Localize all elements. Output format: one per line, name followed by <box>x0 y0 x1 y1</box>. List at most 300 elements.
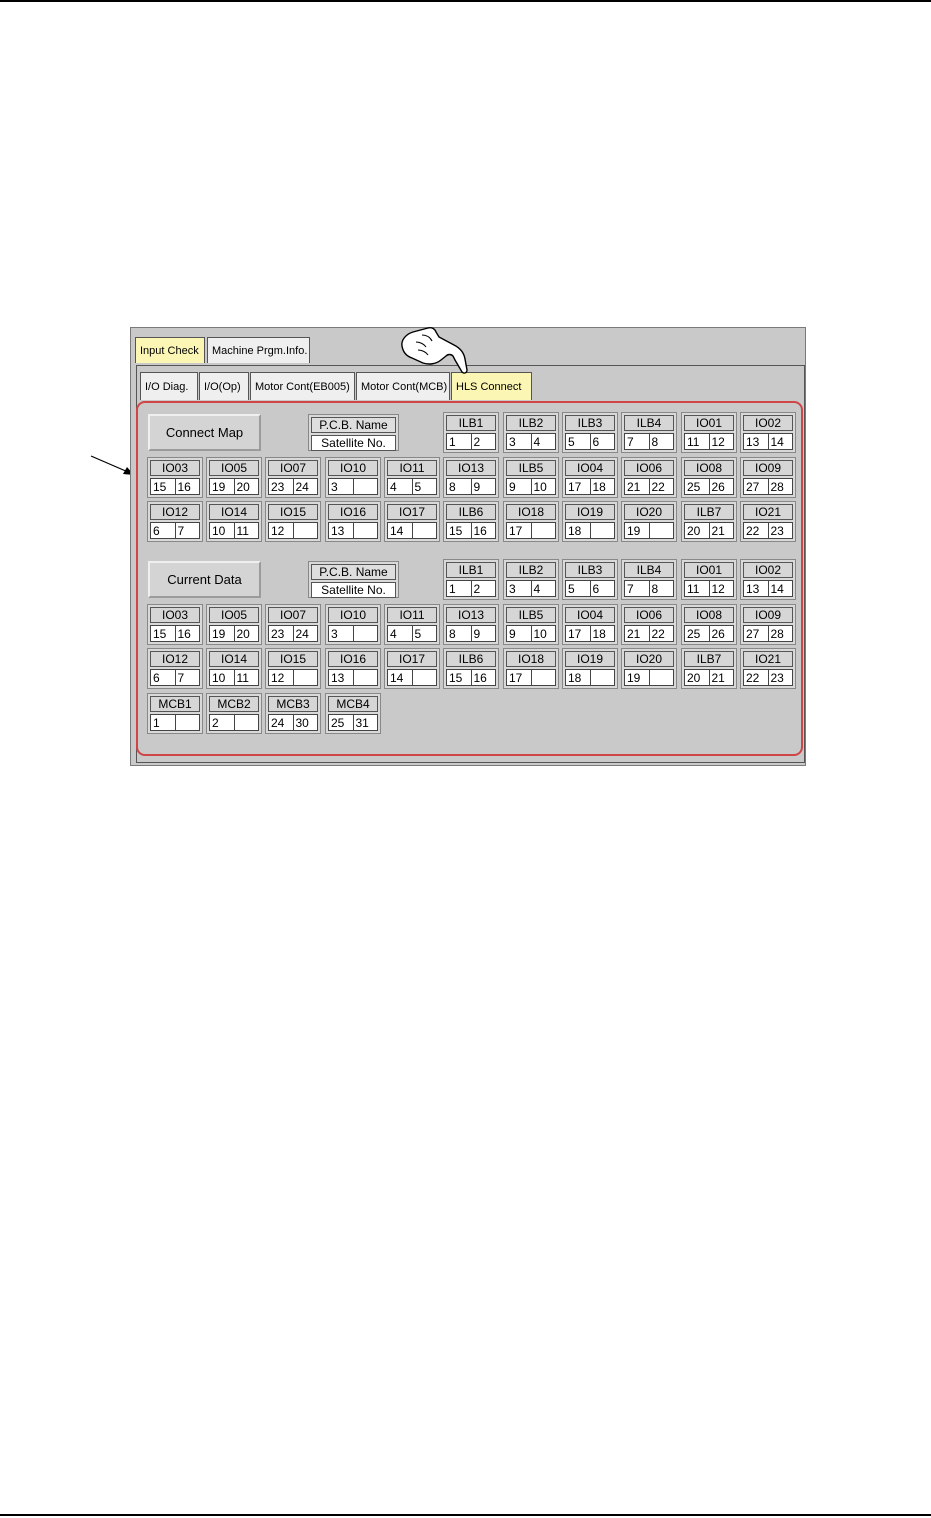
satellite-value-a: 11 <box>684 433 710 450</box>
satellite-value-a: 3 <box>328 478 354 495</box>
pcb-unit-io08 <box>681 457 737 498</box>
pcb-unit-io09 <box>740 604 796 645</box>
satellite-value-a: 4 <box>387 478 413 495</box>
pcb-unit-ilb2 <box>503 559 559 600</box>
satellite-values <box>446 478 496 495</box>
satellite-value-b: 24 <box>294 478 319 495</box>
unit-name-label: IO09 <box>743 607 793 623</box>
pcb-unit-io05 <box>206 604 262 645</box>
satellite-value-b: 24 <box>294 625 319 642</box>
unit-name-label: ILB1 <box>446 415 496 431</box>
satellite-values <box>565 580 615 597</box>
satellite-values <box>565 669 615 686</box>
satellite-value-a: 9 <box>506 625 532 642</box>
satellite-values <box>328 669 378 686</box>
pcb-unit-io02 <box>740 412 796 453</box>
pcb-unit-io11 <box>384 604 440 645</box>
satellite-value-b: 2 <box>472 580 497 597</box>
unit-name-label: IO13 <box>446 460 496 476</box>
satellite-value-a: 15 <box>150 478 176 495</box>
satellite-values <box>506 669 556 686</box>
satellite-value-b: 4 <box>532 433 557 450</box>
satellite-value-a: 15 <box>446 522 472 539</box>
unit-name-label: ILB4 <box>624 415 674 431</box>
satellite-values <box>624 433 674 450</box>
satellite-values <box>624 580 674 597</box>
satellite-values <box>268 714 318 731</box>
pcb-name-legend <box>308 414 399 451</box>
unit-name-label: ILB2 <box>506 562 556 578</box>
unit-name-label: IO06 <box>624 460 674 476</box>
unit-name-label: IO05 <box>209 460 259 476</box>
pcb-unit-io21 <box>740 501 796 542</box>
satellite-values <box>565 522 615 539</box>
satellite-value-b <box>650 522 675 539</box>
satellite-values <box>624 669 674 686</box>
pcb-name-legend <box>308 561 399 598</box>
pcb-unit-io15 <box>265 648 321 689</box>
pcb-unit-io15 <box>265 501 321 542</box>
satellite-value-b: 12 <box>710 433 735 450</box>
satellite-value-b: 7 <box>176 522 201 539</box>
satellite-value-b: 21 <box>710 522 735 539</box>
satellite-value-b: 10 <box>532 478 557 495</box>
pcb-unit-mcb2 <box>206 693 262 734</box>
unit-name-label: IO01 <box>684 415 734 431</box>
satellite-value-b: 28 <box>769 625 794 642</box>
pcb-name-label: P.C.B. Name <box>311 417 396 433</box>
satellite-value-a: 19 <box>209 625 235 642</box>
unit-name-label: IO12 <box>150 504 200 520</box>
unit-name-label: IO07 <box>268 607 318 623</box>
satellite-value-a: 8 <box>446 478 472 495</box>
satellite-values <box>743 625 793 642</box>
satellite-value-a: 1 <box>150 714 176 731</box>
pcb-unit-mcb3 <box>265 693 321 734</box>
pcb-name-label: P.C.B. Name <box>311 564 396 580</box>
page-bottom-rule <box>0 1514 931 1516</box>
satellite-values <box>328 522 378 539</box>
unit-name-label: IO04 <box>565 460 615 476</box>
satellite-values <box>387 625 437 642</box>
satellite-values <box>743 433 793 450</box>
satellite-value-a: 12 <box>268 669 294 686</box>
pcb-unit-io16 <box>325 501 381 542</box>
satellite-value-b <box>413 522 438 539</box>
connect-map-button[interactable]: Connect Map <box>148 414 261 451</box>
pcb-unit-io10 <box>325 604 381 645</box>
tab-io-diag[interactable]: I/O Diag. <box>140 372 198 400</box>
satellite-value-a: 12 <box>268 522 294 539</box>
pcb-unit-io12 <box>147 501 203 542</box>
satellite-value-a: 18 <box>565 522 591 539</box>
satellite-values <box>268 478 318 495</box>
pcb-unit-io06 <box>621 457 677 498</box>
satellite-value-a: 8 <box>446 625 472 642</box>
satellite-values <box>506 522 556 539</box>
satellite-no-label: Satellite No. <box>311 582 396 598</box>
unit-name-label: IO16 <box>328 651 378 667</box>
satellite-value-a: 21 <box>624 478 650 495</box>
unit-name-label: IO04 <box>565 607 615 623</box>
pcb-unit-io05 <box>206 457 262 498</box>
satellite-value-b: 8 <box>650 580 675 597</box>
satellite-values <box>624 625 674 642</box>
pcb-unit-io03 <box>147 457 203 498</box>
satellite-value-b: 28 <box>769 478 794 495</box>
pcb-unit-ilb5 <box>503 457 559 498</box>
satellite-values <box>150 714 200 731</box>
pcb-unit-io09 <box>740 457 796 498</box>
satellite-value-b: 5 <box>413 478 438 495</box>
pcb-unit-io07 <box>265 604 321 645</box>
satellite-values <box>506 433 556 450</box>
unit-name-label: IO08 <box>684 607 734 623</box>
satellite-value-a: 2 <box>209 714 235 731</box>
pcb-unit-io20 <box>621 648 677 689</box>
pcb-unit-io08 <box>681 604 737 645</box>
satellite-value-a: 10 <box>209 522 235 539</box>
satellite-value-a: 13 <box>328 669 354 686</box>
satellite-value-b: 30 <box>294 714 319 731</box>
pcb-unit-ilb1 <box>443 412 499 453</box>
unit-name-label: ILB2 <box>506 415 556 431</box>
satellite-value-b <box>413 669 438 686</box>
satellite-values <box>209 522 259 539</box>
satellite-values <box>506 625 556 642</box>
satellite-values <box>446 522 496 539</box>
satellite-no-label: Satellite No. <box>311 435 396 451</box>
unit-name-label: IO02 <box>743 415 793 431</box>
satellite-values <box>209 714 259 731</box>
satellite-values <box>209 625 259 642</box>
satellite-values <box>150 522 200 539</box>
satellite-value-b <box>294 522 319 539</box>
satellite-values <box>506 580 556 597</box>
satellite-value-a: 15 <box>446 669 472 686</box>
pcb-unit-io19 <box>562 648 618 689</box>
satellite-values <box>328 625 378 642</box>
satellite-value-a: 3 <box>506 580 532 597</box>
satellite-value-b: 20 <box>235 625 260 642</box>
satellite-value-b: 14 <box>769 433 794 450</box>
unit-name-label: ILB4 <box>624 562 674 578</box>
unit-name-label: IO12 <box>150 651 200 667</box>
satellite-value-b: 2 <box>472 433 497 450</box>
satellite-value-b: 18 <box>591 625 616 642</box>
unit-name-label: IO16 <box>328 504 378 520</box>
satellite-value-b: 10 <box>532 625 557 642</box>
satellite-value-b <box>235 714 260 731</box>
unit-name-label: IO07 <box>268 460 318 476</box>
satellite-value-a: 23 <box>268 625 294 642</box>
pcb-unit-io07 <box>265 457 321 498</box>
satellite-value-b: 20 <box>235 478 260 495</box>
pcb-unit-mcb4 <box>325 693 381 734</box>
unit-name-label: ILB6 <box>446 651 496 667</box>
satellite-value-a: 7 <box>624 580 650 597</box>
pcb-unit-io01 <box>681 412 737 453</box>
satellite-value-a: 13 <box>743 580 769 597</box>
satellite-value-a: 1 <box>446 580 472 597</box>
pcb-unit-io14 <box>206 648 262 689</box>
satellite-value-a: 10 <box>209 669 235 686</box>
satellite-value-b <box>354 625 379 642</box>
tab-machine-prgm-info[interactable]: Machine Prgm.Info. <box>207 337 310 363</box>
page-top-rule <box>0 0 931 2</box>
unit-name-label: ILB7 <box>684 651 734 667</box>
unit-name-label: MCB2 <box>209 696 259 712</box>
satellite-values <box>268 669 318 686</box>
satellite-value-b: 16 <box>176 478 201 495</box>
satellite-values <box>446 580 496 597</box>
tab-hls-connect[interactable]: HLS Connect <box>451 372 532 400</box>
pcb-unit-io04 <box>562 604 618 645</box>
satellite-values <box>565 433 615 450</box>
unit-name-label: IO03 <box>150 607 200 623</box>
satellite-value-a: 14 <box>387 669 413 686</box>
satellite-values <box>387 522 437 539</box>
satellite-value-a: 5 <box>565 580 591 597</box>
satellite-value-a: 23 <box>268 478 294 495</box>
satellite-values <box>565 478 615 495</box>
satellite-value-b: 21 <box>710 669 735 686</box>
satellite-value-a: 22 <box>743 522 769 539</box>
pcb-unit-mcb1 <box>147 693 203 734</box>
pcb-unit-io04 <box>562 457 618 498</box>
satellite-value-a: 24 <box>268 714 294 731</box>
satellite-value-a: 27 <box>743 625 769 642</box>
satellite-value-b <box>650 669 675 686</box>
unit-name-label: IO20 <box>624 504 674 520</box>
unit-name-label: IO14 <box>209 651 259 667</box>
satellite-value-b: 4 <box>532 580 557 597</box>
satellite-value-a: 18 <box>565 669 591 686</box>
satellite-value-a: 3 <box>506 433 532 450</box>
satellite-value-b: 16 <box>472 522 497 539</box>
satellite-value-a: 7 <box>624 433 650 450</box>
satellite-value-a: 27 <box>743 478 769 495</box>
unit-name-label: ILB3 <box>565 415 615 431</box>
unit-name-label: IO03 <box>150 460 200 476</box>
unit-name-label: IO05 <box>209 607 259 623</box>
satellite-value-b: 26 <box>710 625 735 642</box>
satellite-values <box>506 478 556 495</box>
satellite-value-a: 13 <box>328 522 354 539</box>
satellite-values <box>209 669 259 686</box>
satellite-value-b <box>176 714 201 731</box>
unit-name-label: ILB3 <box>565 562 615 578</box>
unit-name-label: IO02 <box>743 562 793 578</box>
satellite-value-b: 12 <box>710 580 735 597</box>
satellite-value-b: 22 <box>650 478 675 495</box>
satellite-value-b <box>354 669 379 686</box>
satellite-values <box>150 625 200 642</box>
unit-name-label: IO15 <box>268 504 318 520</box>
satellite-value-a: 13 <box>743 433 769 450</box>
satellite-value-a: 6 <box>150 669 176 686</box>
satellite-value-a: 20 <box>684 522 710 539</box>
satellite-value-a: 17 <box>506 522 532 539</box>
unit-name-label: ILB7 <box>684 504 734 520</box>
satellite-value-b <box>532 669 557 686</box>
tab-motor-cont-eb005[interactable]: Motor Cont(EB005) <box>250 372 355 400</box>
pcb-unit-io19 <box>562 501 618 542</box>
satellite-values <box>268 522 318 539</box>
satellite-values <box>209 478 259 495</box>
unit-name-label: IO10 <box>328 460 378 476</box>
satellite-values <box>565 625 615 642</box>
unit-name-label: MCB1 <box>150 696 200 712</box>
unit-name-label: MCB4 <box>328 696 378 712</box>
satellite-value-a: 19 <box>624 669 650 686</box>
pcb-unit-io03 <box>147 604 203 645</box>
satellite-value-a: 21 <box>624 625 650 642</box>
pcb-unit-ilb5 <box>503 604 559 645</box>
satellite-value-a: 20 <box>684 669 710 686</box>
satellite-values <box>624 522 674 539</box>
tab-motor-cont-mcb[interactable]: Motor Cont(MCB) <box>356 372 450 400</box>
pcb-unit-ilb3 <box>562 559 618 600</box>
pcb-unit-io18 <box>503 648 559 689</box>
tab-io-op[interactable]: I/O(Op) <box>199 372 249 400</box>
satellite-values <box>624 478 674 495</box>
satellite-values <box>446 669 496 686</box>
satellite-values <box>684 625 734 642</box>
pcb-unit-io06 <box>621 604 677 645</box>
satellite-value-a: 14 <box>387 522 413 539</box>
satellite-value-b: 23 <box>769 522 794 539</box>
satellite-value-a: 25 <box>684 478 710 495</box>
pcb-unit-ilb7 <box>681 648 737 689</box>
unit-name-label: IO17 <box>387 651 437 667</box>
satellite-value-b: 11 <box>235 669 260 686</box>
pcb-unit-ilb7 <box>681 501 737 542</box>
satellite-values <box>684 522 734 539</box>
satellite-value-b: 6 <box>591 433 616 450</box>
satellite-value-a: 1 <box>446 433 472 450</box>
unit-name-label: IO21 <box>743 651 793 667</box>
pcb-unit-io02 <box>740 559 796 600</box>
satellite-values <box>446 625 496 642</box>
satellite-value-b: 5 <box>413 625 438 642</box>
satellite-values <box>328 478 378 495</box>
unit-name-label: MCB3 <box>268 696 318 712</box>
unit-name-label: IO08 <box>684 460 734 476</box>
satellite-values <box>684 478 734 495</box>
pcb-unit-ilb4 <box>621 559 677 600</box>
pcb-unit-io13 <box>443 604 499 645</box>
unit-name-label: IO11 <box>387 607 437 623</box>
satellite-value-b <box>591 669 616 686</box>
satellite-value-a: 5 <box>565 433 591 450</box>
unit-name-label: IO20 <box>624 651 674 667</box>
unit-name-label: IO09 <box>743 460 793 476</box>
satellite-values <box>387 669 437 686</box>
satellite-value-b <box>354 522 379 539</box>
satellite-values <box>743 580 793 597</box>
satellite-value-b <box>294 669 319 686</box>
satellite-value-b: 7 <box>176 669 201 686</box>
satellite-value-a: 6 <box>150 522 176 539</box>
unit-name-label: IO17 <box>387 504 437 520</box>
satellite-value-a: 17 <box>565 478 591 495</box>
pcb-unit-io12 <box>147 648 203 689</box>
unit-name-label: IO18 <box>506 504 556 520</box>
satellite-value-a: 3 <box>328 625 354 642</box>
satellite-value-b: 31 <box>354 714 379 731</box>
unit-name-label: IO13 <box>446 607 496 623</box>
satellite-values <box>743 669 793 686</box>
unit-name-label: IO19 <box>565 651 615 667</box>
pcb-unit-ilb2 <box>503 412 559 453</box>
pcb-unit-ilb1 <box>443 559 499 600</box>
satellite-value-b: 6 <box>591 580 616 597</box>
satellite-value-a: 17 <box>565 625 591 642</box>
satellite-value-b: 26 <box>710 478 735 495</box>
satellite-value-b: 16 <box>472 669 497 686</box>
unit-name-label: IO14 <box>209 504 259 520</box>
satellite-value-b: 14 <box>769 580 794 597</box>
pcb-unit-ilb3 <box>562 412 618 453</box>
satellite-value-a: 25 <box>328 714 354 731</box>
satellite-values <box>268 625 318 642</box>
pcb-unit-io13 <box>443 457 499 498</box>
satellite-value-b <box>591 522 616 539</box>
unit-name-label: ILB6 <box>446 504 496 520</box>
pcb-unit-ilb6 <box>443 648 499 689</box>
satellite-value-a: 19 <box>624 522 650 539</box>
pcb-unit-io10 <box>325 457 381 498</box>
satellite-value-b: 16 <box>176 625 201 642</box>
satellite-values <box>150 478 200 495</box>
satellite-value-a: 15 <box>150 625 176 642</box>
pcb-unit-ilb6 <box>443 501 499 542</box>
unit-name-label: IO18 <box>506 651 556 667</box>
unit-name-label: IO21 <box>743 504 793 520</box>
tab-input-check[interactable]: Input Check <box>135 337 205 363</box>
pcb-unit-io20 <box>621 501 677 542</box>
satellite-values <box>743 522 793 539</box>
satellite-values <box>684 433 734 450</box>
satellite-values <box>328 714 378 731</box>
pcb-unit-ilb4 <box>621 412 677 453</box>
unit-name-label: ILB5 <box>506 607 556 623</box>
pointing-hand-icon <box>398 320 478 378</box>
satellite-value-b: 8 <box>650 433 675 450</box>
pcb-unit-io18 <box>503 501 559 542</box>
unit-name-label: IO06 <box>624 607 674 623</box>
unit-name-label: ILB1 <box>446 562 496 578</box>
satellite-value-b: 9 <box>472 478 497 495</box>
unit-name-label: IO15 <box>268 651 318 667</box>
satellite-values <box>743 478 793 495</box>
current-data-button[interactable]: Current Data <box>148 561 261 598</box>
unit-name-label: ILB5 <box>506 460 556 476</box>
satellite-value-a: 17 <box>506 669 532 686</box>
satellite-value-b: 11 <box>235 522 260 539</box>
satellite-value-b <box>532 522 557 539</box>
unit-name-label: IO19 <box>565 504 615 520</box>
satellite-value-a: 25 <box>684 625 710 642</box>
satellite-value-a: 11 <box>684 580 710 597</box>
satellite-values <box>684 580 734 597</box>
satellite-value-b: 18 <box>591 478 616 495</box>
satellite-value-a: 9 <box>506 478 532 495</box>
pcb-unit-io16 <box>325 648 381 689</box>
hls-connect-window <box>130 327 806 766</box>
satellite-value-b <box>354 478 379 495</box>
